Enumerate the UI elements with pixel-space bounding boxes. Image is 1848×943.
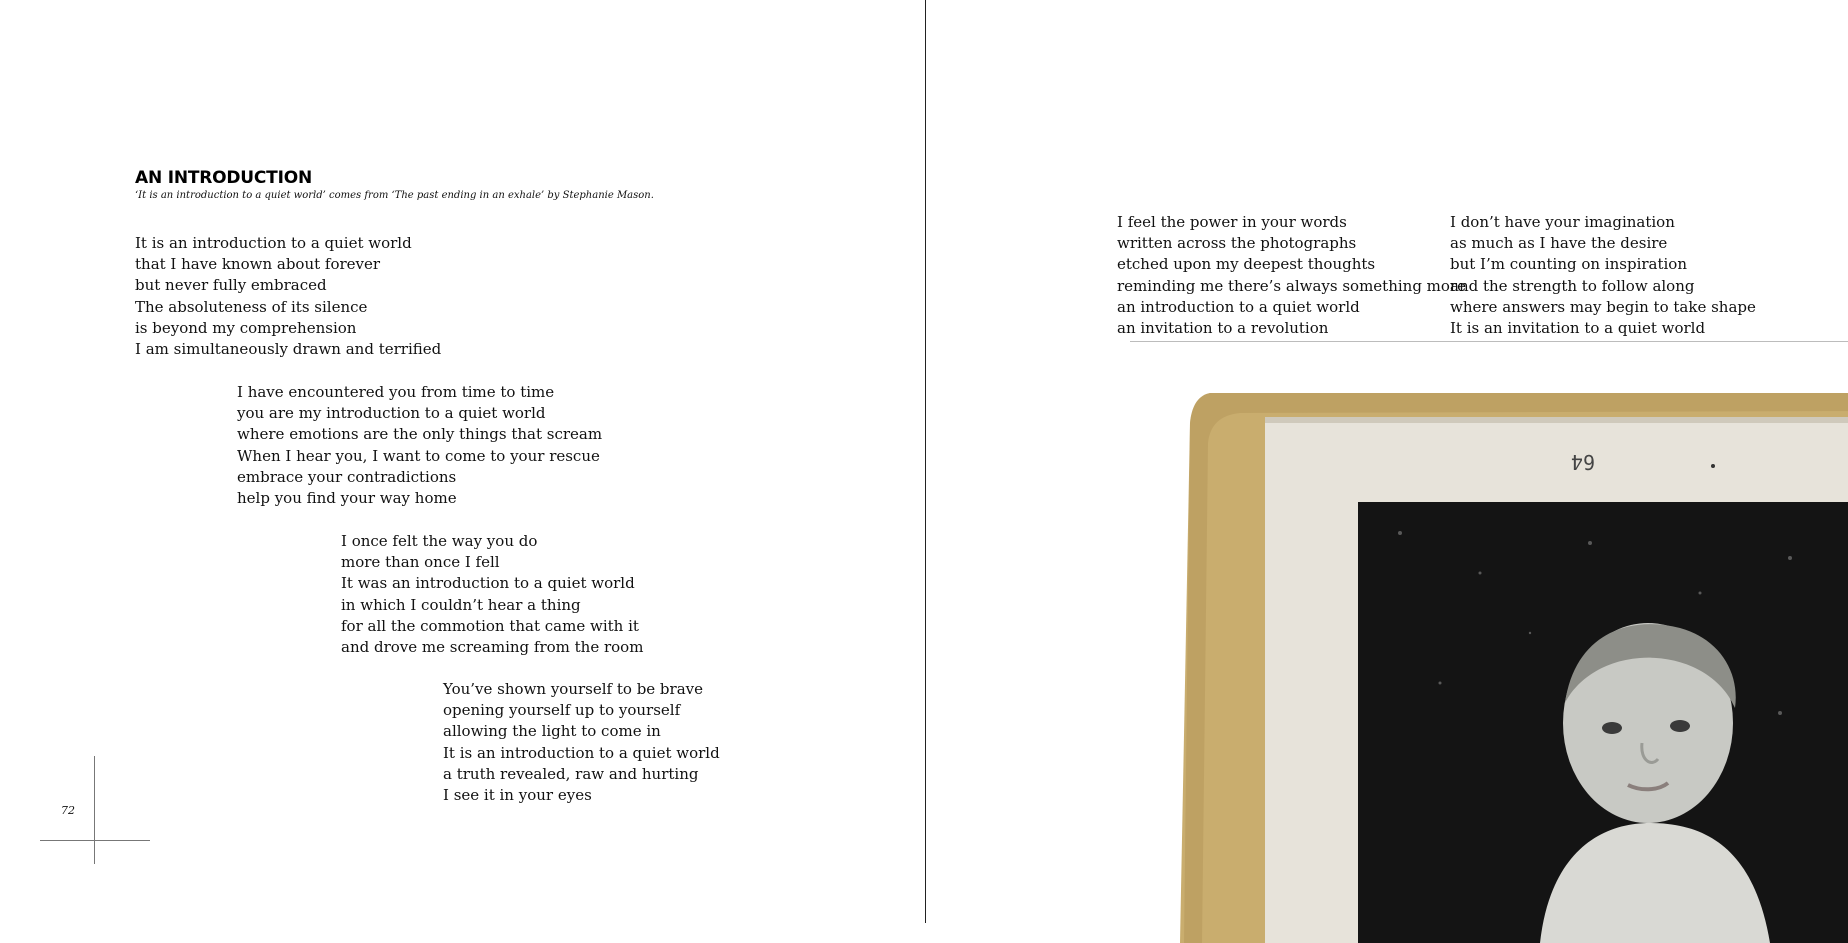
poem-line: When I hear you, I want to come to your rescue xyxy=(237,446,600,465)
poem-line: It is an invitation to a quiet world xyxy=(1450,319,1706,338)
poem-line: more than once I fell xyxy=(341,553,500,572)
baby-left-eye xyxy=(1602,722,1622,734)
poem-line: It is an introduction to a quiet world xyxy=(135,234,412,252)
poem-line: help you find your way home xyxy=(237,489,457,508)
poem-line: reminding me there’s always something more xyxy=(1117,276,1466,295)
poem-line: I am simultaneously drawn and terrified xyxy=(135,340,442,359)
poem-line: I don’t have your imagination xyxy=(1450,213,1675,231)
poem-line: where emotions are the only things that scream xyxy=(237,425,603,444)
source-credit: ‘It is an introduction to a quiet world’ comes from ‘The past ending in an exhale’ by Stephanie Mason. xyxy=(135,190,654,201)
poem-line: written across the photographs xyxy=(1117,234,1357,253)
spine-divider xyxy=(925,0,926,923)
poem-line: I feel the power in your words xyxy=(1117,213,1347,231)
poem-line: is beyond my comprehension xyxy=(135,318,357,337)
poem-line: The absoluteness of its silence xyxy=(135,297,368,316)
poem-line: and the strength to follow along xyxy=(1450,276,1695,295)
poem-stanza-6 xyxy=(1450,212,1756,339)
mount-shadow xyxy=(1265,417,1848,423)
poem-line: You’ve shown yourself to be brave xyxy=(443,680,704,698)
poem-line: you are my introduction to a quiet world xyxy=(237,404,546,423)
poem-stanza-5 xyxy=(1117,212,1466,339)
poem-line: I have encountered you from time to time xyxy=(237,383,555,401)
poem-line: an introduction to a quiet world xyxy=(1117,297,1360,316)
poem-line: I once felt the way you do xyxy=(341,532,538,550)
poem-line: that I have known about forever xyxy=(135,255,381,274)
poem-stanza-2 xyxy=(237,382,602,509)
crop-mark-horizontal xyxy=(40,840,150,841)
poem-line: opening yourself up to yourself xyxy=(443,701,681,720)
poem-stanza-4 xyxy=(443,679,720,806)
poem-line: etched upon my deepest thoughts xyxy=(1117,255,1376,274)
poem-line: I see it in your eyes xyxy=(443,786,592,805)
poem-line: but never fully embraced xyxy=(135,276,327,295)
baby-right-eye xyxy=(1670,720,1690,732)
poem-line: where answers may begin to take shape xyxy=(1450,297,1756,316)
poem-line: but I’m counting on inspiration xyxy=(1450,255,1687,274)
poem-line: in which I couldn’t hear a thing xyxy=(341,595,581,614)
poem-line: embrace your contradictions xyxy=(237,467,457,486)
poem-line: allowing the light to come in xyxy=(443,722,661,741)
frame-dot xyxy=(1711,464,1715,468)
poem-stanza-1 xyxy=(135,233,441,360)
horizontal-rule xyxy=(1130,341,1848,342)
poem-line: an invitation to a revolution xyxy=(1117,319,1329,338)
poem-line: It is an introduction to a quiet world xyxy=(443,743,720,762)
crop-mark-vertical xyxy=(94,756,95,864)
left-page xyxy=(0,0,925,923)
poem-stanza-3 xyxy=(341,531,643,658)
poem-line: for all the commotion that came with it xyxy=(341,616,639,635)
poem-line: as much as I have the desire xyxy=(1450,234,1668,253)
vintage-baby-photograph xyxy=(1180,383,1848,943)
poem-line: It was an introduction to a quiet world xyxy=(341,574,635,593)
frame-number: 64 xyxy=(1570,450,1595,474)
page-number: 72 xyxy=(61,804,75,817)
poem-line: and drove me screaming from the room xyxy=(341,638,644,657)
page-heading: AN INTRODUCTION xyxy=(135,168,312,188)
poem-line: a truth revealed, raw and hurting xyxy=(443,764,699,783)
